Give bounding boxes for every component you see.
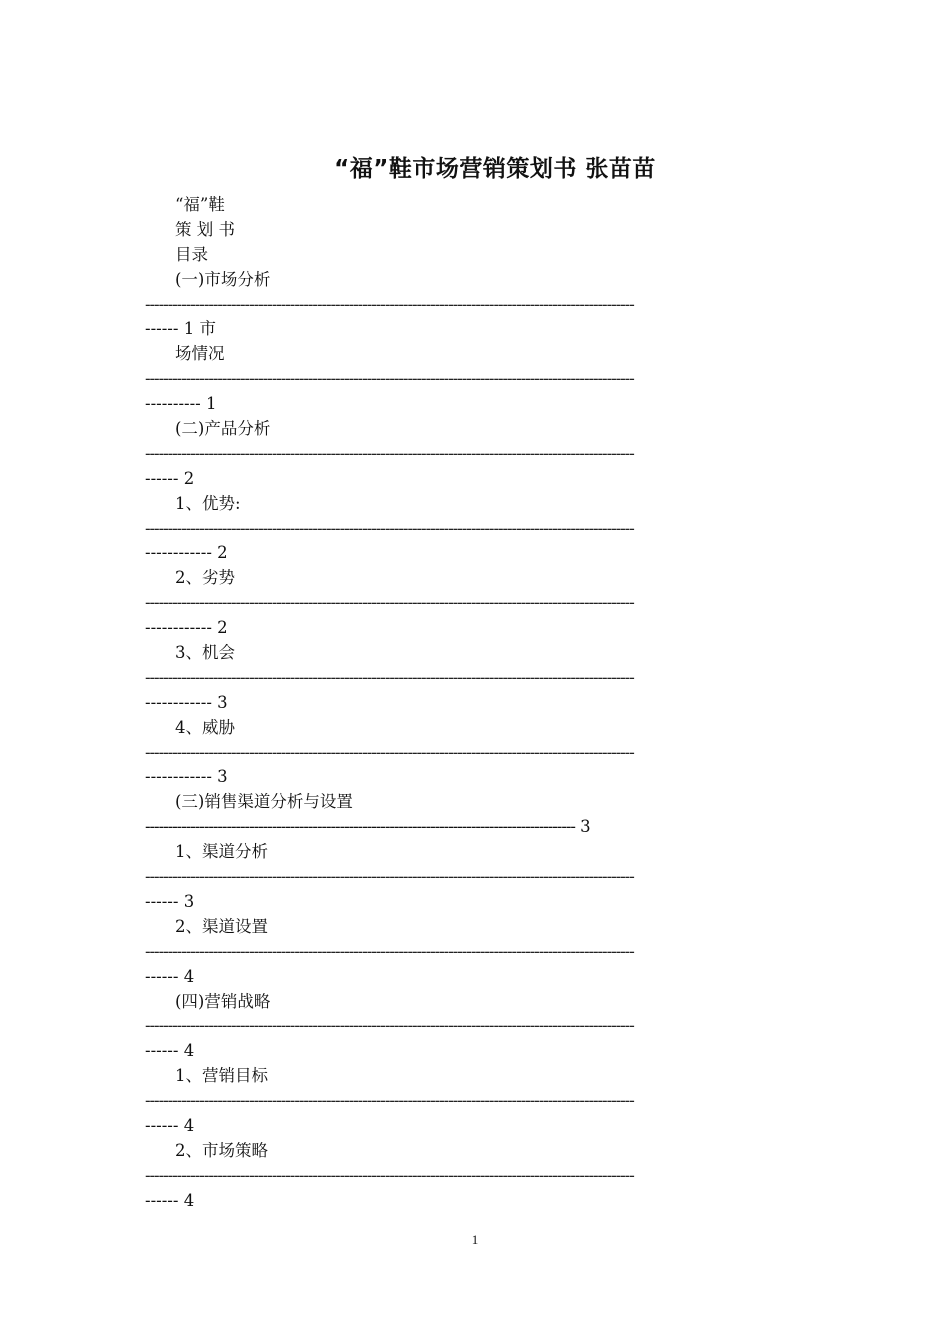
toc-entry-label: 1、优势: bbox=[175, 493, 241, 513]
toc-entry-label: (二)产品分析 bbox=[175, 419, 271, 439]
toc-entry-label: 2、市场策略 bbox=[175, 1140, 268, 1160]
toc-header-line: “福”鞋 bbox=[175, 195, 225, 214]
toc-entry-label: 2、渠道设置 bbox=[175, 916, 268, 936]
toc-leader: ------------------------------------------------------------------------------------------------------------ bbox=[145, 667, 634, 687]
toc-entry-label: 2、劣势 bbox=[175, 568, 235, 588]
toc-entry-label: (三)销售渠道分析与设置 bbox=[175, 792, 353, 812]
toc-entry-label: 3、机会 bbox=[175, 643, 235, 663]
toc-leader: ------------------------------------------------------------------------------------------------------------ bbox=[145, 941, 634, 961]
toc-leader: ------------------------------------------------------------------------------------------------------------ bbox=[145, 742, 634, 762]
toc-entry-tail: ------ 3 bbox=[145, 891, 195, 911]
toc-leader: ------------------------------------------------------------------------------------------------------------ bbox=[145, 443, 634, 463]
toc-entry-label: (四)营销战略 bbox=[175, 991, 271, 1011]
toc-header-line: 目录 bbox=[175, 244, 208, 264]
toc-leader: ------------------------------------------------------------------------------------------------------------ bbox=[145, 1091, 634, 1111]
toc-entry-tail: ------ 4 bbox=[145, 966, 195, 986]
toc-entry-tail: ------ 1 市 bbox=[145, 319, 216, 339]
toc-entry-label: (一)市场分析 bbox=[175, 269, 271, 289]
toc-leader: ------------------------------------------------------------------------------------------------------------ bbox=[145, 1165, 634, 1185]
toc-entry-tail: ------ 4 bbox=[145, 1041, 195, 1061]
toc-entry-tail: ------------ 2 bbox=[145, 543, 228, 563]
toc-entry-tail: ---------- 1 bbox=[145, 394, 217, 414]
table-of-contents bbox=[145, 193, 810, 1214]
toc-entry-label: 4、威胁 bbox=[175, 717, 235, 737]
page-number: 1 bbox=[471, 1232, 479, 1247]
toc-entry-label: 1、营销目标 bbox=[175, 1066, 268, 1086]
toc-entry-tail: ------ 2 bbox=[145, 468, 195, 488]
toc-entry-tail: ------------ 3 bbox=[145, 767, 228, 787]
toc-leader: ------------------------------------------------------------------------------------------------------------ bbox=[145, 369, 634, 389]
toc-entry-tail: ------------ 3 bbox=[145, 692, 228, 712]
toc-leader: ------------------------------------------------------------------------------------------------------------ bbox=[145, 518, 634, 538]
toc-header-line: 策 划 书 bbox=[175, 219, 235, 239]
toc-entry-label: 1、渠道分析 bbox=[175, 842, 268, 862]
toc-leader: ----------------------------------------------------------------------------------------------- 3 bbox=[145, 817, 591, 837]
toc-entry-tail: ------------ 2 bbox=[145, 618, 228, 638]
toc-entry-page: 3 bbox=[580, 817, 591, 837]
toc-leader: ------------------------------------------------------------------------------------------------------------ bbox=[145, 1016, 634, 1036]
toc-entry-tail: ------ 4 bbox=[145, 1115, 195, 1135]
toc-leader: ------------------------------------------------------------------------------------------------------------ bbox=[145, 294, 634, 314]
toc-entry-label: 场情况 bbox=[175, 344, 225, 364]
document-title: “福”鞋市场营销策划书 张苗苗 bbox=[334, 156, 656, 182]
toc-entry-tail: ------ 4 bbox=[145, 1190, 195, 1210]
toc-leader: ------------------------------------------------------------------------------------------------------------ bbox=[145, 593, 634, 613]
toc-leader: ------------------------------------------------------------------------------------------------------------ bbox=[145, 867, 634, 887]
